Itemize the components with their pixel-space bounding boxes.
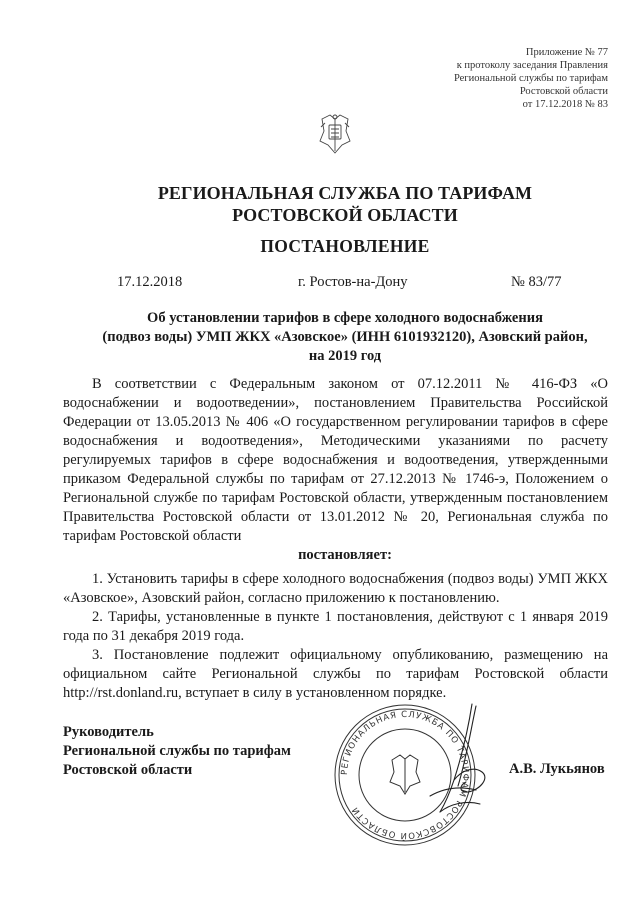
preamble-paragraph: В соответствии с Федеральным законом от 07.12.2011 № 416-ФЗ «О водоснабжении и водоотведении», постановлением Правительства Российской Федерации от 13.05.2013 № 406 «О государственном регулировании тарифов в сфере водоснабжения и водоотведения», Методическими указаниями по расчету регулируемых тарифов в сфере водоснабжения и водоотведения, утвержденными приказом Федеральной службы по тарифам от 27.12.2013 № 1746-э, Положением о Региональной службе по тарифам Ростовской области, утвержденным постановлением Правительства Ростовской области от 13.01.2012 № 20, Региональная служба по тарифам Ростовской области <box>63 376 608 544</box>
document-date: 17.12.2018 <box>117 274 183 290</box>
appendix-line: Ростовской области <box>519 86 608 97</box>
seal-text: РЕГИОНАЛЬНАЯ СЛУЖБА ПО ТАРИФАМ РОСТОВСКОЙ ОБЛАСТИ <box>339 709 471 841</box>
appendix-line: Приложение № 77 <box>525 47 608 58</box>
document-city: г. Ростов-на-Дону <box>298 274 408 290</box>
appendix-note <box>368 46 608 111</box>
signatory-name: А.В. Лукьянов <box>509 761 605 777</box>
subject-line-3: на 2019 год <box>308 348 382 364</box>
document-type: ПОСТАНОВЛЕНИЕ <box>260 236 430 256</box>
document-number: № 83/77 <box>511 274 562 290</box>
signatory-position <box>63 723 291 780</box>
subject-line-2: (подвоз воды) УМП ЖКХ «Азовское» (ИНН 6101932120), Азовский район, <box>102 329 588 345</box>
resolution-item: 3. Постановление подлежит официальному опубликованию, размещению на официальном сайте Региональной службы по тарифам Ростовской области http://rst.donland.ru, вступает в силу в установленном порядке. <box>63 647 608 701</box>
org-line-2: РОСТОВСКОЙ ОБЛАСТИ <box>232 205 458 225</box>
document-subject <box>60 309 630 366</box>
resolution-item: 2. Тарифы, установленные в пункте 1 постановления, действуют с 1 января 2019 года по 31 декабря 2019 года. <box>63 609 608 644</box>
appendix-line: к протоколу заседания Правления <box>456 60 608 71</box>
position-line-3: Ростовской области <box>63 762 193 778</box>
coat-of-arms-icon <box>316 111 354 157</box>
subject-line-1: Об установлении тарифов в сфере холодного водоснабжения <box>147 310 543 326</box>
position-line-2: Региональной службы по тарифам <box>63 743 291 759</box>
position-line-1: Руководитель <box>63 724 154 740</box>
appendix-line: Региональной службы по тарифам <box>453 73 608 84</box>
resolution-item: 1. Установить тарифы в сфере холодного водоснабжения (подвоз воды) УМП ЖКХ «Азовское», Азовский район, согласно приложению к постановлению. <box>63 571 608 606</box>
appendix-line: от 17.12.2018 № 83 <box>522 99 608 110</box>
org-line-1: РЕГИОНАЛЬНАЯ СЛУЖБА ПО ТАРИФАМ <box>157 183 533 203</box>
organization-title <box>60 182 630 226</box>
decides-heading: постановляет: <box>298 547 392 563</box>
